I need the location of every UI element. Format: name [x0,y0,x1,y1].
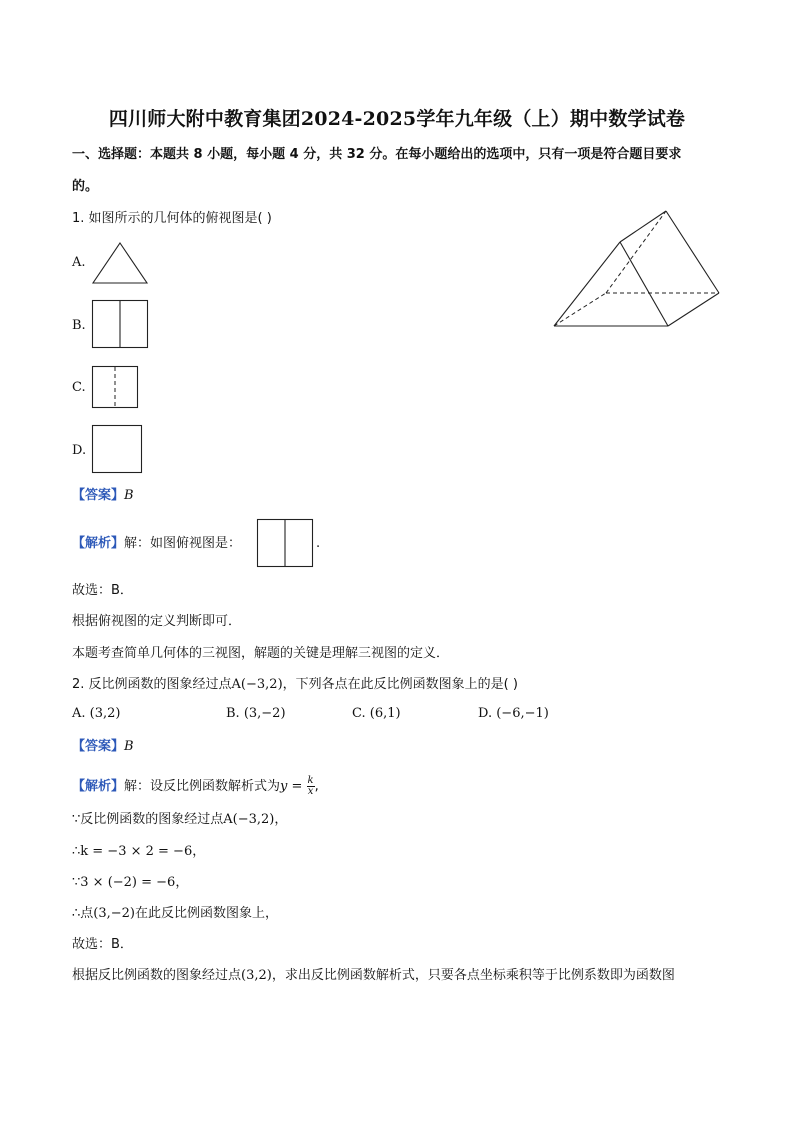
q1-option-c-label: C. [72,380,86,395]
rectangle-dashed-shape [92,366,138,408]
q1-option-b-label: B. [72,318,86,333]
q1-analysis [72,535,241,553]
q2-l5-a: ∴点 [72,906,94,921]
q2-last-b: ，求出反比例函数解析式，只要各点坐标乘积等于比例系数即为函数图 [271,968,675,983]
q2-choice-c: C. (6,1) [352,706,401,721]
q1-note-2: 本题考查简单几何体的三视图，解题的关键是理解三视图的定义． [72,646,450,661]
rectangle-split-shape [92,300,148,348]
analysis-end: , [314,779,319,794]
q1-option-a-label: A. [72,255,86,270]
fraction-k-over-x [307,776,315,797]
q1-stem: 1. 如图所示的几何体的俯视图是( ) [72,211,272,226]
q2-l5-b: 在此反比例函数图象上， [135,906,279,921]
q2-answer [72,738,134,756]
triangle-shape [92,242,148,284]
q2-stem-a: 2. 反比例函数的图象经过点 [72,677,232,692]
q2-last-point: (3,2) [241,968,272,983]
q2-choose: 故选：B． [72,937,133,952]
q2-choice-d: D. (−6,−1) [478,706,549,721]
prism-figure [548,205,728,335]
answer-label: 【答案】 [72,739,125,754]
analysis-label: 【解析】 [72,536,125,551]
q2-line-2 [72,811,287,829]
q1-choose: 故选：B． [72,583,133,598]
q2-line-3: ∴k = −3 × 2 = −6， [72,844,206,859]
analysis-text: 解：设反比例函数解析式为 [124,779,281,794]
q1-answer [72,487,134,505]
q2-l2-a: ∵反比例函数的图象经过点 [72,812,224,827]
square-shape [92,425,142,473]
q2-stem-b: ，下列各点在此反比例函数图象上的是( ) [282,677,518,692]
q2-point: A(−3,2) [231,677,283,692]
answer-value: B [124,488,134,503]
analysis-end: . [316,536,321,551]
q2-analysis [72,776,319,797]
q2-line-5 [72,905,278,923]
q2-l2-point: A(−3,2) [223,812,275,827]
q2-l5-point: (3,−2) [93,906,135,921]
section-heading-cont: 的。 [72,179,99,194]
answer-value: B [124,739,134,754]
q2-choice-b: B. (3,−2) [226,706,286,721]
q1-option-d-label: D. [72,443,87,458]
q1-note-1: 根据俯视图的定义判断即可． [72,614,242,629]
section-heading: 一、选择题：本题共 8 小题，每小题 4 分，共 32 分。在每小题给出的选项中，只有一项是符合题目要求 [72,147,682,162]
q2-line-4: ∵3 × (−2) = −6， [72,875,189,890]
fraction-denominator: x [307,786,314,797]
q2-stem [72,676,518,694]
answer-view-shape [257,519,313,567]
q2-last-a: 根据反比例函数的图象经过点 [72,968,242,983]
q2-last-line [72,967,675,985]
formula-y: y = [280,779,303,794]
analysis-label: 【解析】 [72,779,125,794]
answer-label: 【答案】 [72,488,125,503]
q2-l2-b: ， [274,812,288,827]
page-title: 四川师大附中教育集团2024-2025学年九年级（上）期中数学试卷 [108,108,686,130]
analysis-text: 解：如图俯视图是： [124,536,242,551]
fraction-numerator: k [307,775,314,786]
q2-choice-a: A. (3,2) [72,706,121,721]
